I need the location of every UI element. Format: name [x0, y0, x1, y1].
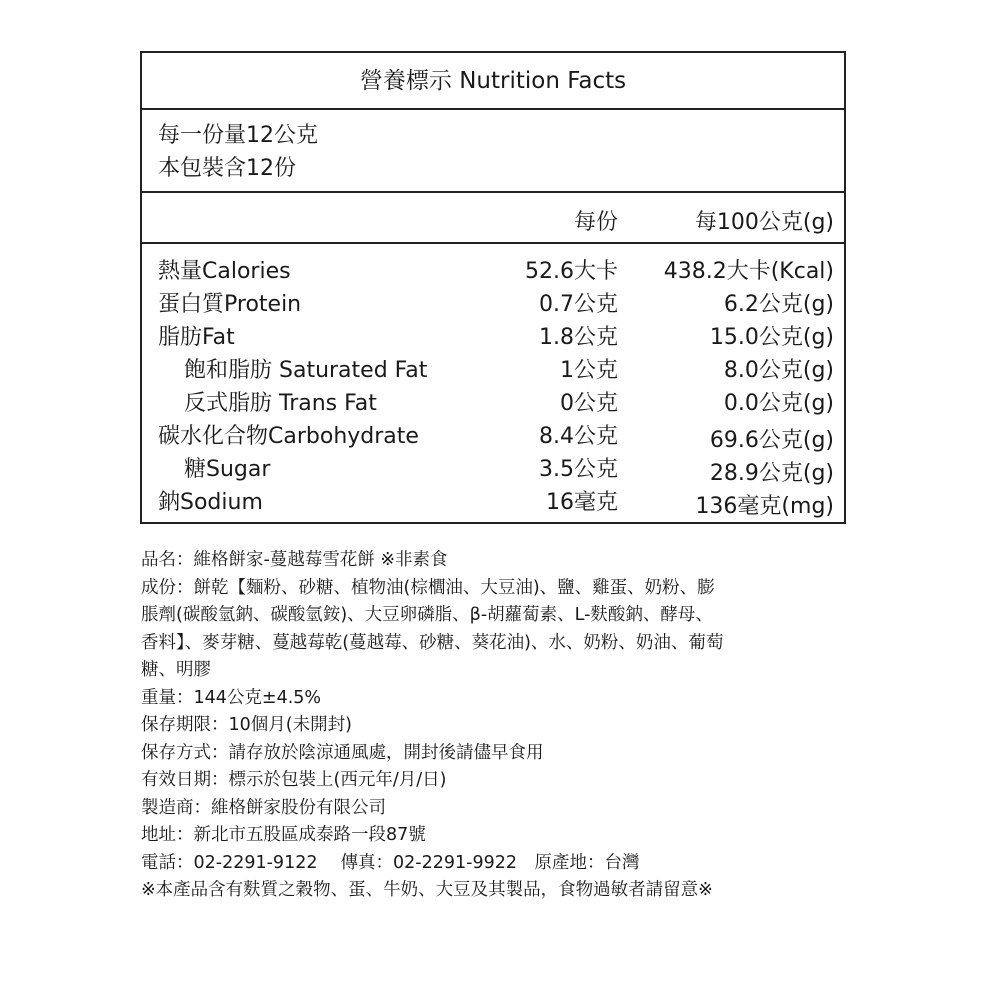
- ingredients-line: 香料】、麥芽糖、蔓越莓乾(蔓越莓、砂糖、葵花油)、水、奶粉、奶油、葡萄: [141, 632, 724, 653]
- nutrient-name: 反式脂肪 Trans Fat: [184, 391, 377, 416]
- per-serving-value: 0公克: [560, 391, 618, 416]
- per-serving-value: 1公克: [560, 358, 618, 383]
- column-header-per-serving: 每份: [573, 210, 618, 235]
- per-100g-value: 69.6公克(g): [709, 428, 834, 453]
- net-weight: 重量：144公克±4.5%: [141, 687, 322, 708]
- product-info: [141, 547, 861, 905]
- nutrient-name: 脂肪Fat: [158, 325, 235, 350]
- nutrient-row-carbohydrate: [142, 420, 844, 453]
- nutrient-row-trans-fat: [142, 387, 844, 420]
- serving-info: [158, 119, 318, 185]
- divider-top: [142, 191, 844, 193]
- product-name: 品名：維格餅家-蔓越莓雪花餅 ※非素食: [141, 550, 448, 570]
- nutrient-name: 糖Sugar: [184, 457, 271, 482]
- label-title: 營養標示 Nutrition Facts: [142, 53, 844, 110]
- per-serving-value: 1.8公克: [539, 325, 618, 350]
- per-serving-value: 3.5公克: [539, 457, 618, 482]
- nutrient-row-calories: [142, 255, 844, 288]
- serving-size: 每一份量12公克: [158, 123, 318, 148]
- column-header-per-100g: 每100公克(g): [694, 210, 834, 235]
- per-100g-value: 15.0公克(g): [709, 325, 834, 350]
- nutrient-name: 蛋白質Protein: [158, 292, 302, 317]
- per-100g-value: 438.2大卡(Kcal): [663, 259, 834, 284]
- storage-method: 保存方式：請存放於陰涼通風處，開封後請儘早食用: [141, 742, 544, 763]
- divider-header: [142, 242, 844, 244]
- nutrient-row-fat: [142, 321, 844, 354]
- nutrient-name: 飽和脂肪 Saturated Fat: [184, 358, 428, 383]
- manufacturer: 製造商：維格餅家股份有限公司: [141, 797, 386, 818]
- nutrient-row-saturated-fat: [142, 354, 844, 387]
- per-serving-value: 8.4公克: [539, 424, 618, 449]
- per-serving-value: 16毫克: [546, 490, 618, 515]
- per-100g-value: 0.0公克(g): [723, 391, 834, 416]
- ingredients-line: 成份：餅乾【麵粉、砂糖、植物油(棕櫚油、大豆油)、鹽、雞蛋、奶粉、膨: [141, 577, 715, 598]
- ingredients-line: 脹劑(碳酸氫鈉、碳酸氫銨)、大豆卵磷脂、β-胡蘿蔔素、L-麩酸鈉、酵母、: [141, 605, 713, 625]
- ingredients-line: 糖、明膠: [141, 660, 211, 680]
- per-100g-value: 136毫克(mg): [695, 494, 834, 519]
- per-100g-value: 8.0公克(g): [723, 358, 834, 383]
- nutrient-name: 碳水化合物Carbohydrate: [158, 424, 419, 449]
- servings-per-package: 本包裝含12份: [158, 156, 296, 181]
- per-100g-value: 28.9公克(g): [709, 461, 834, 486]
- ingredients: [141, 575, 861, 685]
- expiry-date: 有效日期：標示於包裝上(西元年/月/日): [141, 770, 447, 790]
- contact-info: 電話：02-2291-9122 傳真：02-2291-9922 原產地：台灣: [141, 852, 640, 873]
- per-100g-value: 6.2公克(g): [723, 292, 834, 317]
- per-serving-value: 52.6大卡: [525, 259, 618, 284]
- nutrition-facts-label: [140, 51, 846, 524]
- nutrient-row-sugar: [142, 453, 844, 486]
- per-serving-value: 0.7公克: [539, 292, 618, 317]
- address: 地址：新北市五股區成泰路一段87號: [141, 825, 426, 845]
- nutrient-name: 熱量Calories: [158, 259, 291, 284]
- nutrient-row-sodium: [142, 486, 844, 519]
- nutrient-row-protein: [142, 288, 844, 321]
- shelf-life: 保存期限：10個月(未開封): [141, 715, 352, 735]
- allergen-warning: ※本產品含有麩質之穀物、蛋、牛奶、大豆及其製品，食物過敏者請留意※: [141, 880, 713, 900]
- nutrient-name: 鈉Sodium: [158, 490, 263, 515]
